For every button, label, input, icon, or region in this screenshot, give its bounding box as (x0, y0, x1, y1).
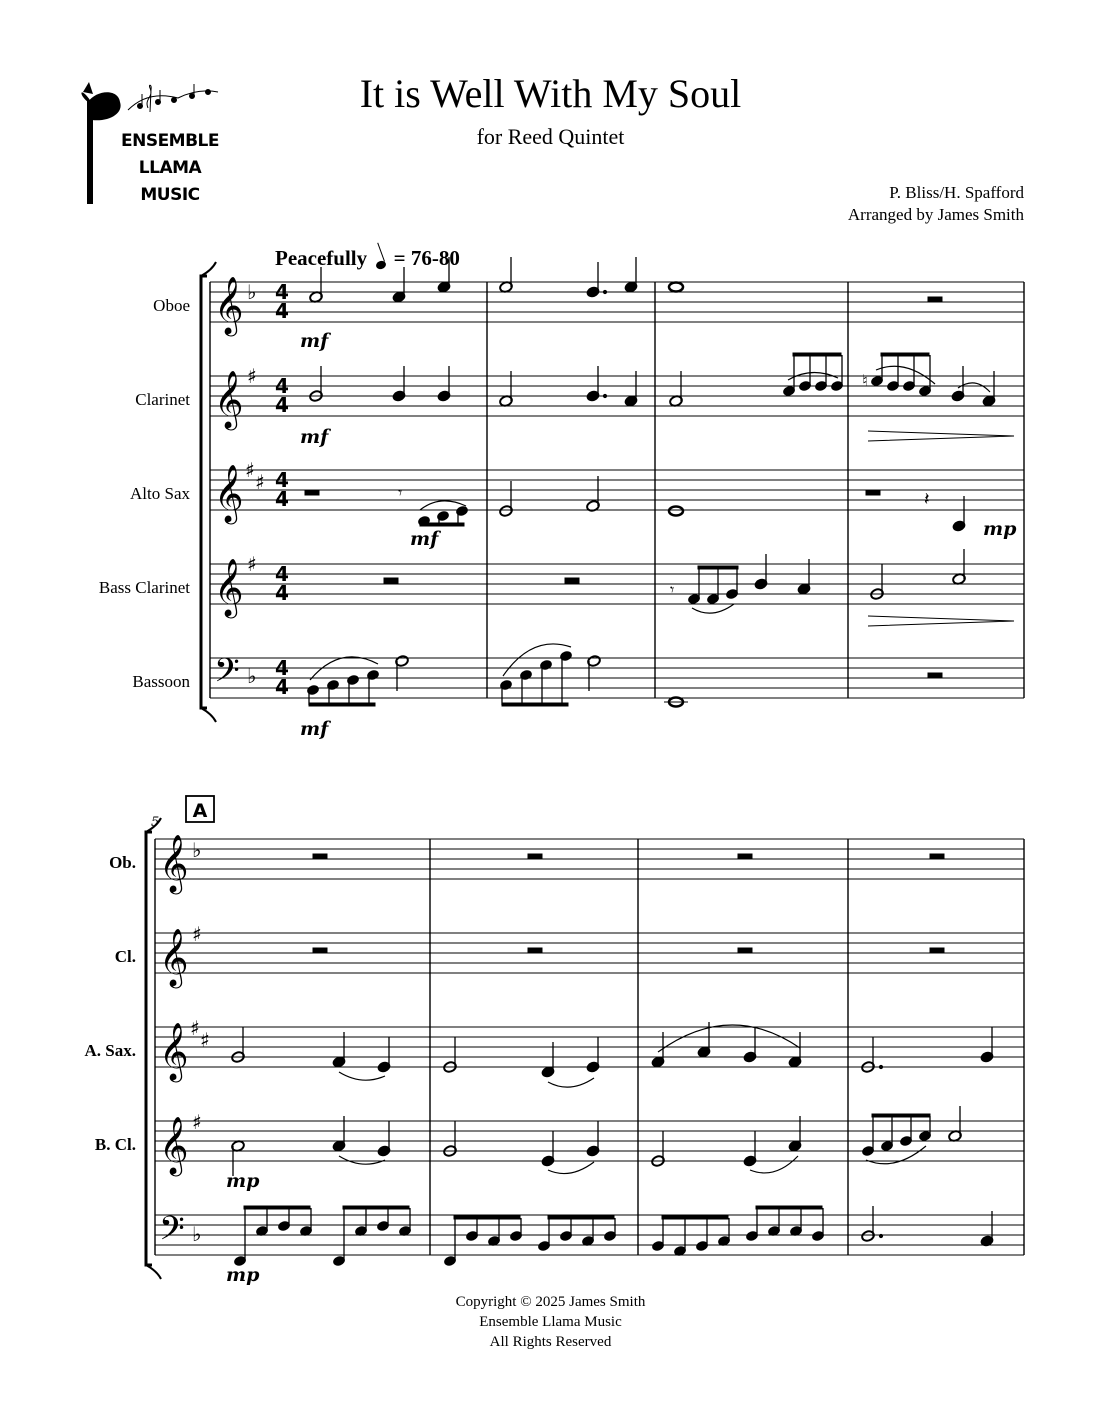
svg-text:4: 4 (275, 675, 289, 699)
svg-text:4: 4 (275, 581, 289, 605)
system-1-notes (305, 257, 1014, 707)
instrument-label-bass-clarinet: Bass Clarinet (98, 578, 190, 597)
eighth-rest-icon: 𝄾 (670, 580, 675, 599)
svg-text:4: 4 (275, 299, 289, 323)
treble-clef-icon: 𝄞 (214, 464, 244, 522)
treble-clef-icon: 𝄞 (214, 558, 244, 616)
copyright-footer (0, 1292, 1101, 1352)
arranger-credit: Arranged by James Smith (847, 205, 1024, 224)
sharp-icon: ♯ (255, 470, 265, 494)
treble-clef-icon: 𝄞 (159, 1116, 189, 1174)
sharp-icon: ♯ (200, 1028, 210, 1052)
sharp-icon: ♯ (245, 458, 255, 482)
instrument-label-clarinet: Clarinet (135, 390, 190, 409)
publisher-line: Ensemble Llama Music (479, 1314, 622, 1330)
instrument-label-alto-sax-short: A. Sax. (84, 1041, 136, 1060)
measure-number: 5 (151, 815, 160, 830)
tempo-value: = 76-80 (393, 246, 460, 270)
piece-subtitle: for Reed Quintet (476, 124, 625, 149)
svg-text:4: 4 (275, 393, 289, 417)
treble-clef-icon: 𝄞 (159, 1022, 189, 1080)
sharp-icon: ♯ (190, 1016, 200, 1040)
flat-icon: ♭ (247, 280, 257, 304)
treble-clef-icon: 𝄞 (159, 834, 189, 892)
dynamic-mf: mf (300, 426, 329, 448)
dynamic-mp: mp (983, 518, 1017, 540)
svg-text:4: 4 (275, 656, 289, 680)
quarter-rest-icon: 𝄽 (924, 489, 930, 510)
composer-credit: P. Bliss/H. Spafford (889, 183, 1024, 202)
system-2 (146, 818, 1024, 1279)
copyright-line: Copyright © 2025 James Smith (455, 1294, 646, 1310)
dynamic-mf: mf (410, 528, 439, 550)
bass-clef-icon: 𝄢 (159, 1210, 185, 1256)
eighth-rest-icon: 𝄾 (398, 483, 403, 502)
treble-clef-icon: 𝄞 (159, 928, 189, 986)
bass-clef-icon: 𝄢 (214, 652, 240, 698)
instrument-label-bassoon: Bassoon (132, 672, 190, 691)
logo-line-3: MUSIC (140, 185, 200, 205)
svg-text:4: 4 (275, 280, 289, 304)
natural-icon: ♮ (862, 371, 868, 390)
system-2-signatures (159, 834, 210, 1256)
dynamic-mp: mp (226, 1170, 260, 1192)
instrument-label-bass-clarinet-short: B. Cl. (94, 1135, 136, 1154)
instrument-label-alto-sax: Alto Sax (130, 484, 190, 503)
treble-clef-icon: 𝄞 (214, 276, 244, 334)
dynamic-mf: mf (300, 718, 329, 740)
flat-icon: ♭ (247, 664, 257, 688)
dynamic-mf: mf (300, 330, 329, 352)
system-2-notes (231, 854, 994, 1267)
svg-text:4: 4 (275, 562, 289, 586)
treble-clef-icon: 𝄞 (214, 370, 244, 428)
svg-text:4: 4 (275, 487, 289, 511)
flat-icon: ♭ (192, 1222, 202, 1246)
sharp-icon: ♯ (192, 1110, 202, 1134)
flat-icon: ♭ (192, 838, 202, 862)
logo-line-1: ENSEMBLE (120, 131, 220, 151)
instrument-label-oboe-short: Ob. (109, 853, 136, 872)
rehearsal-mark: A (192, 800, 208, 822)
rights-line: All Rights Reserved (489, 1334, 612, 1350)
sharp-icon: ♯ (247, 364, 257, 388)
svg-text:4: 4 (275, 468, 289, 492)
piece-title: It is Well With My Soul (359, 71, 742, 116)
instrument-label-oboe: Oboe (153, 296, 190, 315)
dynamic-mp: mp (226, 1264, 260, 1286)
logo-line-2: LLAMA (138, 158, 202, 178)
sharp-icon: ♯ (247, 552, 257, 576)
instrument-label-clarinet-short: Cl. (114, 947, 136, 966)
sharp-icon: ♯ (192, 922, 202, 946)
svg-text:4: 4 (275, 374, 289, 398)
system-1-signatures (214, 276, 289, 699)
tempo-label: Peacefully (275, 246, 368, 270)
